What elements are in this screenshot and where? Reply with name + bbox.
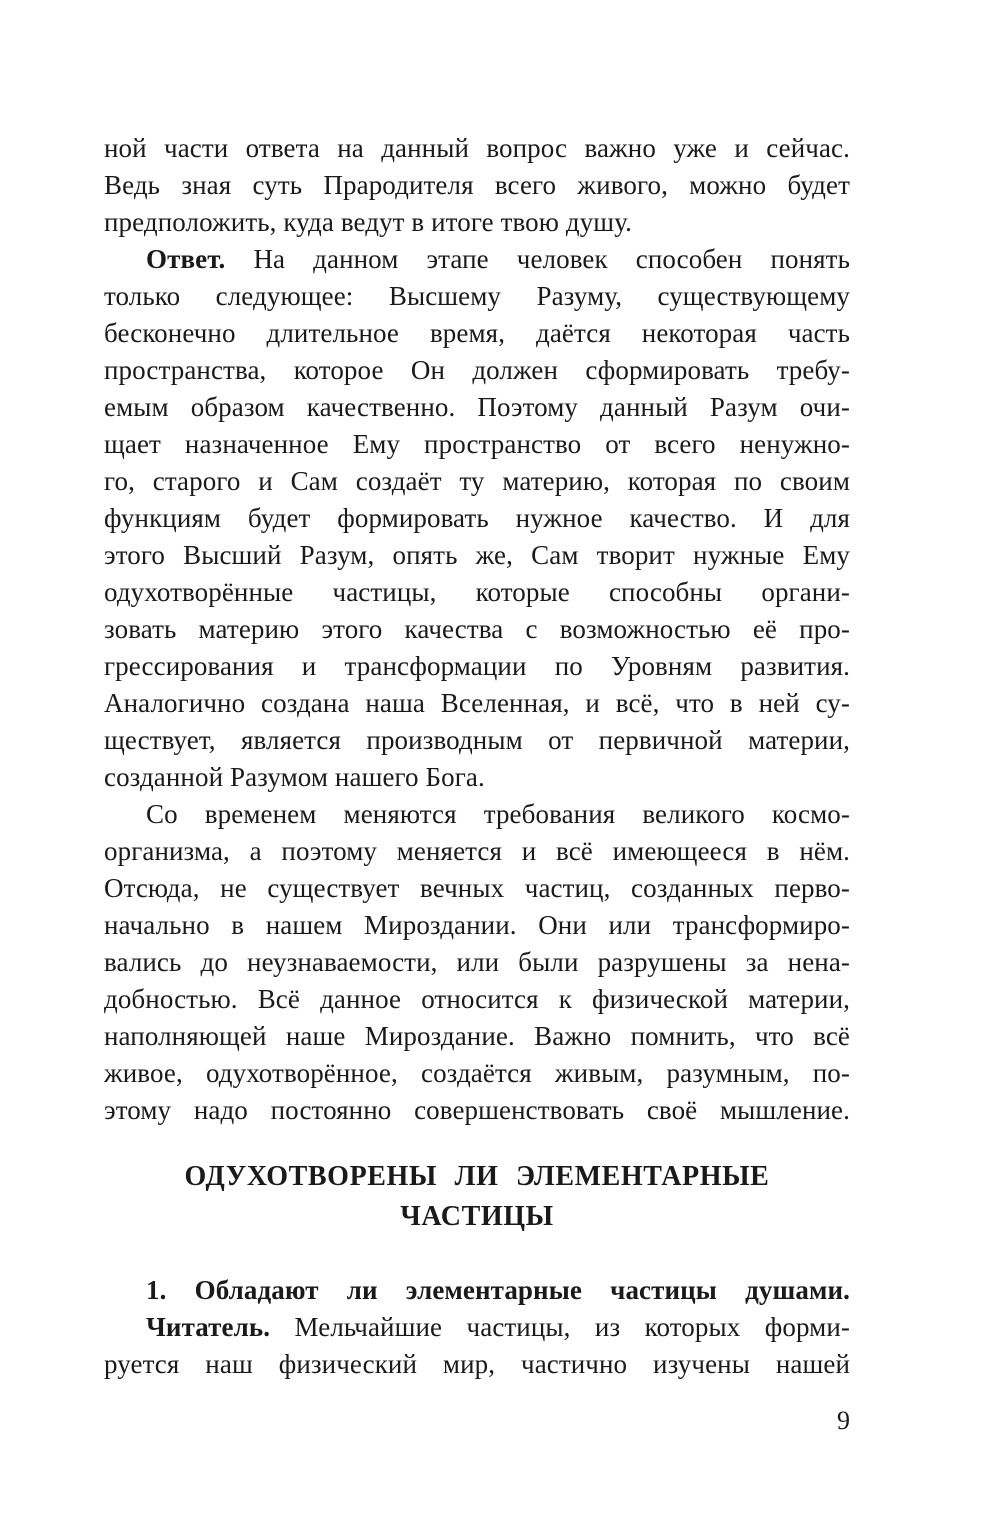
paragraph <box>104 796 850 1129</box>
text-line: зовать материю этого качества с возможностью её про- <box>104 614 850 644</box>
text-line: 1. Обладают ли элементарные частицы душами. <box>146 1275 850 1305</box>
section-heading <box>104 1157 850 1237</box>
text-line: этому надо постоянно совершенствовать своё мышление. <box>104 1095 850 1125</box>
paragraph <box>104 1309 850 1383</box>
text-line: Читатель. Мельчайшие частицы, из которых форми- <box>146 1312 850 1342</box>
text-line: вались до неузнаваемости, или были разрушены за нена- <box>104 947 850 977</box>
text-line: ной части ответа на данный вопрос важно уже и сейчас. <box>104 133 850 163</box>
heading-line: ЧАСТИЦЫ <box>400 1201 554 1232</box>
text-line: функциям будет формировать нужное качество. И для <box>104 503 850 533</box>
page-number: 9 <box>837 1406 850 1435</box>
text-line: грессирования и трансформации по Уровням развития. <box>104 651 850 681</box>
text-line: этого Высший Разум, опять же, Сам творит нужные Ему <box>104 540 850 570</box>
text-line: предположить, куда ведут в итоге твою душу. <box>104 207 632 237</box>
subsection-heading <box>104 1272 850 1309</box>
bold-run: Ответ. <box>146 244 226 274</box>
text-line: Отсюда, не существует вечных частиц, созданных перво- <box>104 873 850 903</box>
text-line: живое, одухотворённое, создаётся живым, разумным, по- <box>104 1058 850 1088</box>
heading-line: ОДУХОТВОРЕНЫ ЛИ ЭЛЕМЕНТАРНЫЕ <box>184 1161 770 1192</box>
text-line: Со временем меняются требования великого космо- <box>146 799 850 829</box>
text-line: пространства, которое Он должен сформировать требу- <box>104 355 850 385</box>
text-line: Аналогично создана наша Вселенная, и всё, что в ней су- <box>104 688 850 718</box>
text-line: Ведь зная суть Прародителя всего живого, можно будет <box>104 170 850 200</box>
text-column <box>104 130 850 1383</box>
paragraph <box>104 130 850 241</box>
text-line: щает назначенное Ему пространство от всего ненужно- <box>104 429 850 459</box>
text-line: начально в нашем Мироздании. Они или трансформиро- <box>104 910 850 940</box>
paragraph <box>104 241 850 796</box>
bold-run: Читатель. <box>146 1312 271 1342</box>
text-line: организма, а поэтому меняется и всё имеющееся в нём. <box>104 836 850 866</box>
text-line: руется наш физический мир, частично изучены нашей <box>104 1349 850 1379</box>
text-line: добностью. Всё данное относится к физической материи, <box>104 984 850 1014</box>
text-line: наполняющей наше Мироздание. Важно помнить, что всё <box>104 1021 850 1051</box>
text-line: одухотворённые частицы, которые способны органи- <box>104 577 850 607</box>
text-line: созданной Разумом нашего Бога. <box>104 762 485 792</box>
text-line: только следующее: Высшему Разуму, существующему <box>104 281 850 311</box>
text-line: го, старого и Сам создаёт ту материю, которая по своим <box>104 466 850 496</box>
text-line: Ответ. На данном этапе человек способен понять <box>146 244 850 274</box>
text-line: ществует, является производным от первичной материи, <box>104 725 850 755</box>
text-line: емым образом качественно. Поэтому данный Разум очи- <box>104 392 850 422</box>
text-line: бесконечно длительное время, даётся некоторая часть <box>104 318 850 348</box>
